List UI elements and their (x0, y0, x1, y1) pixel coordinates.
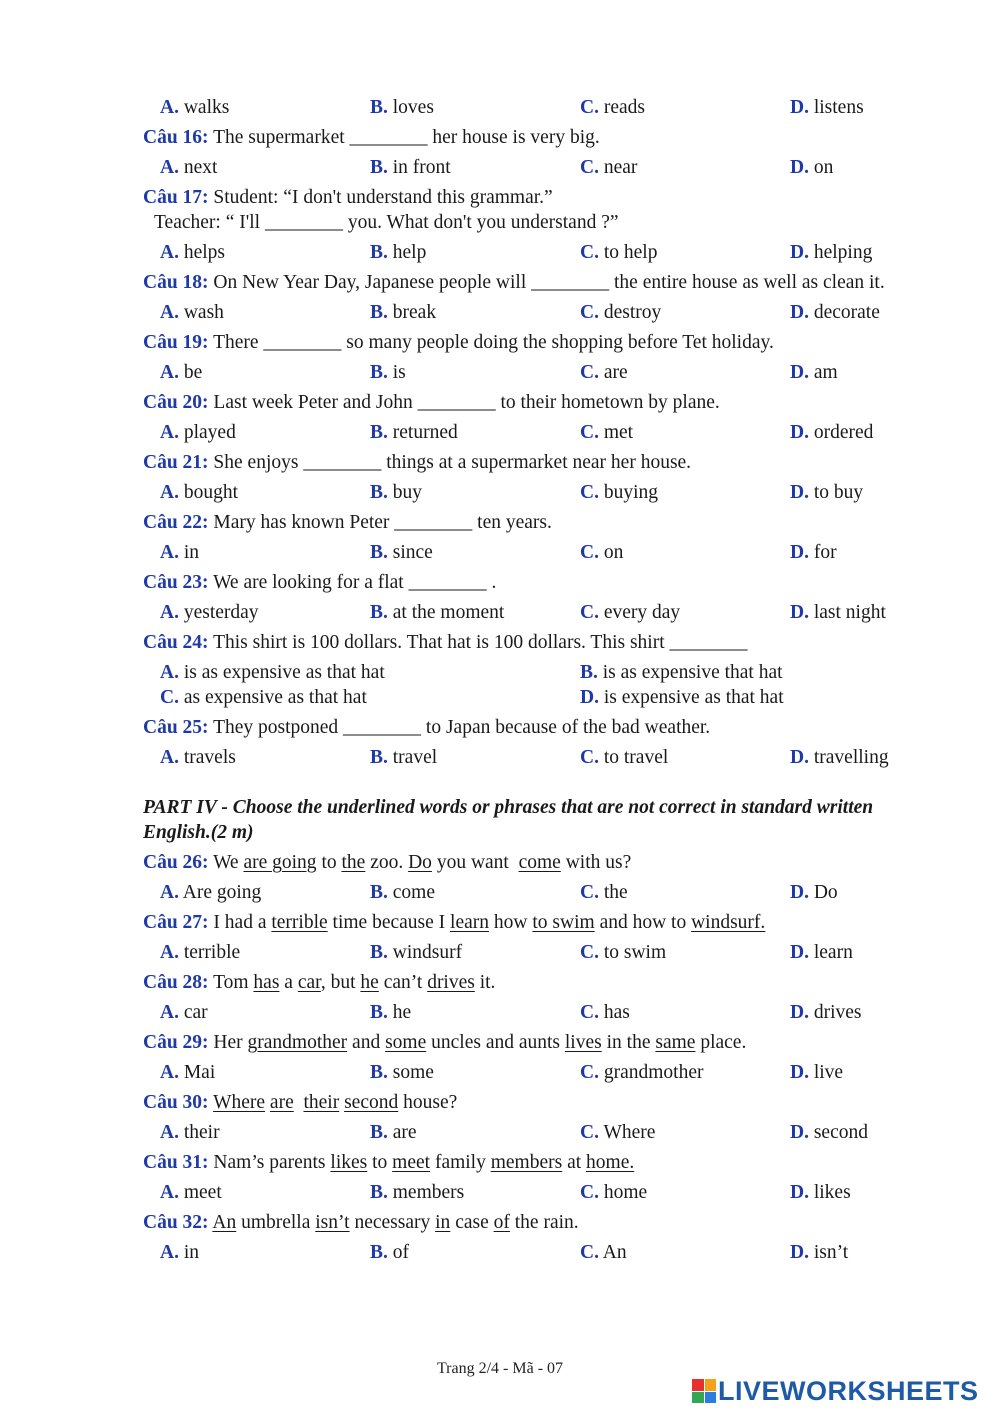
q29-option-c[interactable]: C. grandmother (580, 1062, 704, 1083)
question-16: Câu 16: The supermarket ________ her house is very big. (143, 127, 600, 148)
underlined-word: terrible (271, 912, 328, 933)
underlined-word: their (303, 1092, 340, 1113)
underlined-word: likes (330, 1152, 368, 1173)
q27-options (143, 940, 913, 965)
underlined-word: windsurf. (691, 912, 766, 933)
question-20: Câu 20: Last week Peter and John ________ to their hometown by plane. (143, 392, 720, 413)
q25-option-d[interactable]: D. travelling (790, 747, 889, 768)
q26-option-d[interactable]: D. Do (790, 882, 838, 903)
underlined-word: learn (450, 912, 490, 933)
question-32: Câu 32: An umbrella isn’t necessary in case of the rain. (143, 1212, 579, 1233)
q29-options (143, 1060, 913, 1085)
logo-square (692, 1379, 704, 1391)
q21-options (143, 480, 913, 505)
q32-option-c[interactable]: C. An (580, 1242, 627, 1263)
q19-option-a[interactable]: A. be (160, 362, 203, 383)
q32-option-b[interactable]: B. of (370, 1242, 410, 1263)
underlined-word: isn’t (315, 1212, 350, 1233)
q18-option-b[interactable]: B. break (370, 302, 437, 323)
underlined-word: car (297, 972, 321, 993)
underlined-word: home. (586, 1152, 635, 1173)
q29-option-b[interactable]: B. some (370, 1062, 434, 1083)
question-27: Câu 27: I had a terrible time because I learn how to swim and how to windsurf. (143, 912, 766, 933)
q18-option-d[interactable]: D. decorate (790, 302, 880, 323)
q22-option-d[interactable]: D. for (790, 542, 837, 563)
q31-option-b[interactable]: B. members (370, 1182, 465, 1203)
q22-option-c[interactable]: C. on (580, 542, 624, 563)
underlined-word: drives (427, 972, 475, 993)
q24-option-c[interactable]: C. as expensive as that hat (160, 687, 367, 708)
question-30: Câu 30: Where are their second house? (143, 1092, 458, 1113)
question-25: Câu 25: They postponed ________ to Japan because of the bad weather. (143, 717, 711, 738)
q22-options (143, 540, 913, 565)
q25-option-a[interactable]: A. travels (160, 747, 236, 768)
question-21: Câu 21: She enjoys ________ things at a supermarket near her house. (143, 452, 692, 473)
underlined-word: come (518, 852, 561, 873)
q30-option-d[interactable]: D. second (790, 1122, 868, 1143)
q17-option-b[interactable]: B. help (370, 242, 427, 263)
q24-options (143, 660, 913, 710)
q22-option-b[interactable]: B. since (370, 542, 433, 563)
question-22: Câu 22: Mary has known Peter ________ ten years. (143, 512, 552, 533)
q17-option-d[interactable]: D. helping (790, 242, 873, 263)
underlined-word: of (493, 1212, 510, 1233)
underlined-word: to swim (532, 912, 595, 933)
q19-option-d[interactable]: D. am (790, 362, 838, 383)
q17-option-c[interactable]: C. to help (580, 242, 658, 263)
q26-option-b[interactable]: B. come (370, 882, 435, 903)
q24-option-b[interactable]: B. is as expensive that hat (580, 662, 783, 683)
q22-option-a[interactable]: A. in (160, 542, 200, 563)
q24-option-a[interactable]: A. is as expensive as that hat (160, 662, 385, 683)
underlined-word: some (385, 1032, 427, 1053)
q29-option-a[interactable]: A. Mai (160, 1062, 216, 1083)
question-31: Câu 31: Nam’s parents likes to meet family members at home. (143, 1152, 635, 1173)
underlined-word: Where (213, 1092, 266, 1113)
question-23: Câu 23: We are looking for a flat ________ . (143, 572, 497, 593)
q21-option-c[interactable]: C. buying (580, 482, 659, 503)
liveworksheets-logo[interactable] (692, 1376, 979, 1406)
q27-option-b[interactable]: B. windsurf (370, 942, 463, 963)
q15-option-d[interactable]: D. listens (790, 97, 864, 118)
underlined-word: the (341, 852, 366, 873)
part-4-heading: PART IV - Choose the underlined words or phrases that are not correct in standard written English.(2 m) (143, 797, 874, 843)
q27-option-d[interactable]: D. learn (790, 942, 853, 963)
underlined-word: members (490, 1152, 563, 1173)
question-26: Câu 26: We are going to the zoo. Do you want come with us? (143, 852, 632, 873)
underlined-word: are (269, 1092, 294, 1113)
q30-option-c[interactable]: C. Where (580, 1122, 656, 1143)
q20-option-c[interactable]: C. met (580, 422, 634, 443)
q30-options (143, 1120, 913, 1145)
page-footer: Trang 2/4 - Mã - 07 (436, 1360, 564, 1377)
q25-option-b[interactable]: B. travel (370, 747, 438, 768)
q20-option-a[interactable]: A. played (160, 422, 236, 443)
q27-option-a[interactable]: A. terrible (160, 942, 241, 963)
q25-options (143, 745, 913, 770)
q23-options (143, 600, 913, 625)
q32-options (143, 1240, 913, 1265)
q28-option-c[interactable]: C. has (580, 1002, 630, 1023)
q19-options (143, 360, 913, 385)
q16-option-c[interactable]: C. near (580, 157, 638, 178)
q30-option-b[interactable]: B. are (370, 1122, 417, 1143)
q16-option-a[interactable]: A. next (160, 157, 218, 178)
q16-option-d[interactable]: D. on (790, 157, 834, 178)
q18-options (143, 300, 913, 325)
q18-option-c[interactable]: C. destroy (580, 302, 662, 323)
q23-option-b[interactable]: B. at the moment (370, 602, 505, 623)
underlined-word: in (435, 1212, 451, 1233)
underlined-word: he (360, 972, 379, 993)
logo-square (692, 1392, 704, 1404)
q31-options (143, 1180, 913, 1205)
q27-option-c[interactable]: C. to swim (580, 942, 667, 963)
q17-options (143, 240, 913, 265)
question-28: Câu 28: Tom has a car, but he can’t drives it. (143, 972, 496, 993)
underlined-word: grandmother (247, 1032, 348, 1053)
q15-option-a[interactable]: A. walks (160, 97, 230, 118)
q21-option-a[interactable]: A. bought (160, 482, 239, 503)
logo-square (705, 1379, 717, 1391)
q25-option-c[interactable]: C. to travel (580, 747, 669, 768)
q32-option-a[interactable]: A. in (160, 1242, 200, 1263)
q26-options (143, 880, 913, 905)
q17-option-a[interactable]: A. helps (160, 242, 226, 263)
q28-option-b[interactable]: B. he (370, 1002, 412, 1023)
worksheet-content (143, 95, 913, 1265)
liveworksheets-icon (692, 1379, 716, 1403)
q29-option-d[interactable]: D. live (790, 1062, 844, 1083)
q19-option-b[interactable]: B. is (370, 362, 406, 383)
question-29: Câu 29: Her grandmother and some uncles and aunts lives in the same place. (143, 1032, 747, 1053)
q24-option-d[interactable]: D. is expensive as that hat (580, 687, 784, 708)
q28-options (143, 1000, 913, 1025)
underlined-word: lives (564, 1032, 602, 1053)
underlined-word: same (655, 1032, 696, 1053)
underlined-word: An (212, 1212, 237, 1233)
q28-option-a[interactable]: A. car (160, 1002, 208, 1023)
q31-option-a[interactable]: A. meet (160, 1182, 222, 1203)
q30-option-a[interactable]: A. their (160, 1122, 220, 1143)
q19-option-c[interactable]: C. are (580, 362, 628, 383)
q26-option-c[interactable]: C. the (580, 882, 628, 903)
q31-option-d[interactable]: D. likes (790, 1182, 851, 1203)
question-18: Câu 18: On New Year Day, Japanese people will ________ the entire house as well as clean it. (143, 272, 885, 293)
q15-option-c[interactable]: C. reads (580, 97, 645, 118)
q18-option-a[interactable]: A. wash (160, 302, 224, 323)
q20-option-d[interactable]: D. ordered (790, 422, 874, 443)
question-17: Câu 17: Student: “I don't understand this grammar.” Teacher: “ I'll ________ you. What don't you understand ?” (143, 187, 619, 233)
logo-square (705, 1392, 717, 1404)
q15-options (143, 95, 913, 120)
q21-option-d[interactable]: D. to buy (790, 482, 864, 503)
q26-option-a[interactable]: A. Are going (160, 882, 262, 903)
q16-options (143, 155, 913, 180)
logo-text: LIVEWORKSHEETS (718, 1375, 979, 1406)
q23-option-d[interactable]: D. last night (790, 602, 886, 623)
underlined-word: second (344, 1092, 399, 1113)
underlined-word: has (253, 972, 280, 993)
q15-option-b[interactable]: B. loves (370, 97, 434, 118)
q32-option-d[interactable]: D. isn’t (790, 1242, 849, 1263)
underlined-word: are going (243, 852, 317, 873)
underlined-word: Do (408, 852, 432, 873)
q23-option-c[interactable]: C. every day (580, 602, 681, 623)
q20-options (143, 420, 913, 445)
underlined-word: meet (392, 1152, 431, 1173)
q23-option-a[interactable]: A. yesterday (160, 602, 259, 623)
q20-option-b[interactable]: B. returned (370, 422, 458, 443)
q21-option-b[interactable]: B. buy (370, 482, 423, 503)
q16-option-b[interactable]: B. in front (370, 157, 451, 178)
q28-option-d[interactable]: D. drives (790, 1002, 862, 1023)
question-19: Câu 19: There ________ so many people doing the shopping before Tet holiday. (143, 332, 774, 353)
question-24: Câu 24: This shirt is 100 dollars. That hat is 100 dollars. This shirt ________ (143, 632, 748, 653)
q31-option-c[interactable]: C. home (580, 1182, 648, 1203)
